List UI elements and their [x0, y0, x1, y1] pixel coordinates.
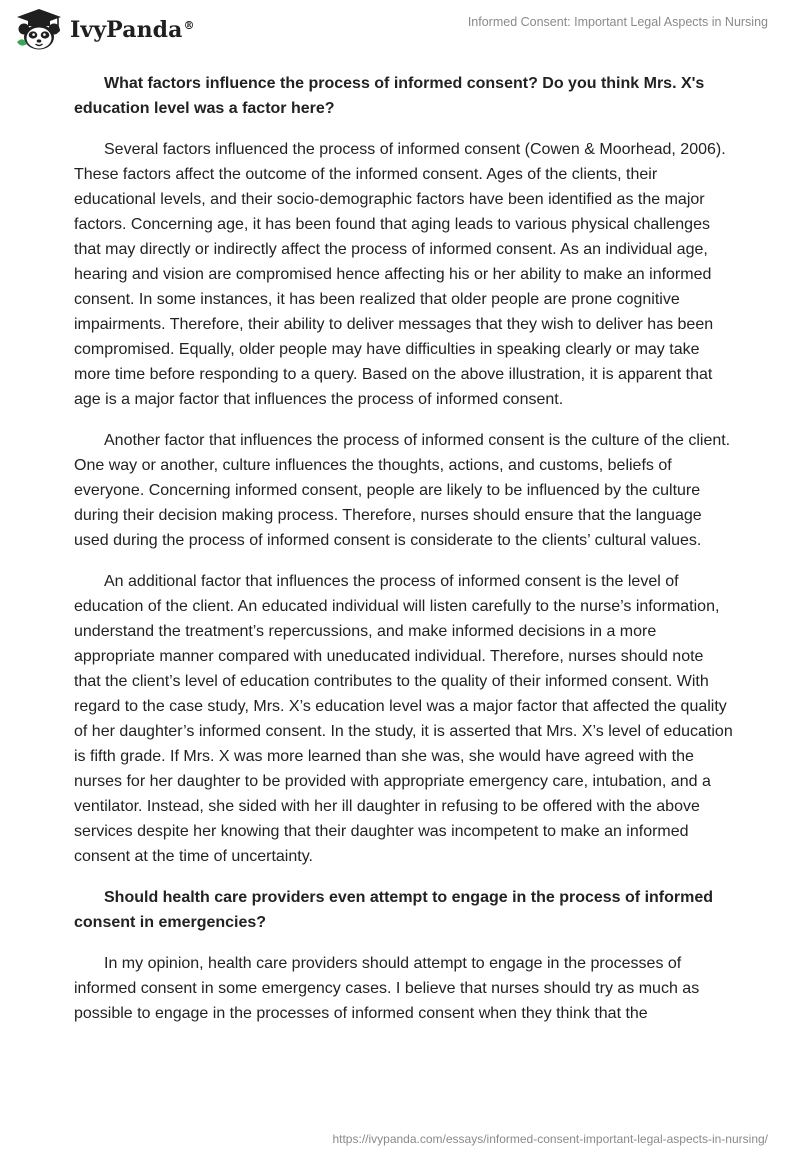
registered-mark: ®: [183, 18, 195, 32]
paragraph: In my opinion, health care providers should attempt to engage in the processes of informed consent in some emergency cases. I believe that nurses should try as much as possible to engage in the processes of informed consent when they think that the: [74, 955, 700, 1022]
brand-name: IvyPanda®: [70, 17, 195, 43]
document-title: Informed Consent: Important Legal Aspects in Nursing: [467, 15, 768, 29]
brand-logo[interactable]: [14, 8, 195, 52]
panda-graduate-icon: [14, 8, 64, 52]
source-url[interactable]: https://ivypanda.com/essays/informed-consent-important-legal-aspects-in-nursing/: [332, 1132, 768, 1146]
page-header: [0, 0, 800, 64]
essay-body: [74, 71, 734, 1042]
paragraph: Another factor that influences the process of informed consent is the culture of the client. One way or another, culture influences the thoughts, actions, and customs, beliefs of everyone. Concerning informed consent, people are likely to be influenced by the culture during their decision making process. Therefore, nurses should ensure that the language used during the process of informed consent is considerate to the clients’ cultural values.: [74, 432, 731, 549]
question-heading: Should health care providers even attempt to engage in the process of informed consent in emergencies?: [74, 889, 714, 931]
paragraph: Several factors influenced the process of informed consent (Cowen & Moorhead, 2006). These factors affect the outcome of the informed consent. Ages of the clients, their educational levels, and their socio-demographic factors have been identified as the major factors. Concerning age, it has been found that aging leads to various physical challenges that may directly or indirectly affect the process of informed consent. As an individual age, hearing and vision are compromised hence affecting his or her ability to make an informed consent. In some instances, it has been realized that older people are prone cognitive impairments. Therefore, their ability to deliver messages that they wish to deliver has been compromised. Equally, older people may have difficulties in speaking clearly or may take more time before responding to a query. Based on the above illustration, it is apparent that age is a major factor that influences the process of informed consent.: [74, 141, 726, 408]
paragraph: An additional factor that influences the process of informed consent is the level of education of the client. An educated individual will listen carefully to the nurse’s information, understand the treatment’s repercussions, and make informed decisions in a more appropriate manner compared with uneducated individual. Therefore, nurses should note that the client’s level of education contributes to the quality of their informed consent. With regard to the case study, Mrs. X’s education level was a major factor that affected the quality of her daughter’s informed consent. In the study, it is asserted that Mrs. X’s level of education is fifth grade. If Mrs. X was more learned than she was, she would have agreed with the nurses for her daughter to be provided with appropriate emergency care, intubation, and a ventilator. Instead, she sided with her ill daughter in refusing to be offered with the above services despite her knowing that their daughter was incompetent to make an informed consent at the time of uncertainty.: [74, 573, 733, 865]
question-heading: What factors influence the process of informed consent? Do you think Mrs. X's education level was a factor here?: [74, 75, 705, 117]
